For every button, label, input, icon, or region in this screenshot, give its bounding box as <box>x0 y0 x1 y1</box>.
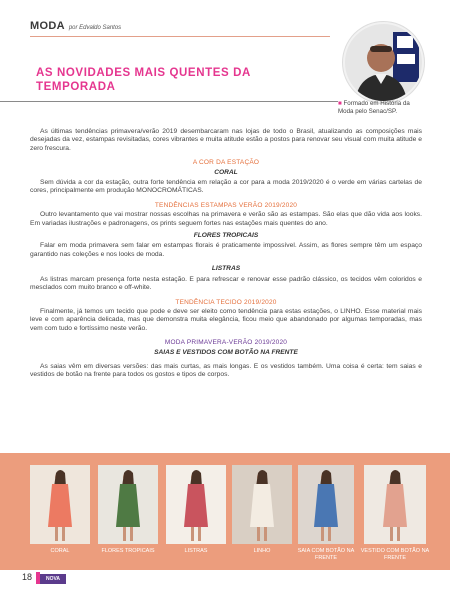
paragraph-florais: Falar em moda primavera sem falar em estampas florais é praticamente impossível. Assim, as flores sempre têm um espaço garantido nas coleções e nos looks de moda. <box>30 242 422 258</box>
caption-text: Formado em História da Moda pelo Senac/SP. <box>338 100 410 115</box>
subhead-coral: CORAL <box>214 168 238 176</box>
title-divider <box>0 101 338 102</box>
subhead-moda: MODA PRIMAVERA-VERÃO 2019/2020 <box>164 339 288 347</box>
header-divider <box>30 36 330 37</box>
caption-bullet: ■ <box>338 100 344 107</box>
paragraph-listras: As listras marcam presença forte nesta estação. E para refrescar e renovar esse padrão clássico, os tecidos vêm coloridos e mesclados com muito branco e off-white. <box>30 275 422 292</box>
subhead-florais: FLORES TROPICAIS <box>193 232 259 240</box>
brand-logo: NOVA <box>40 574 66 584</box>
subhead-listras: LISTRAS <box>211 265 241 273</box>
gallery-label: LISTRAS <box>184 548 208 554</box>
author-caption <box>338 100 423 116</box>
paragraph-intro: As últimas tendências primavera/verão 2019 desembarcaram nas lojas de todo o Brasil, atualizando as composições mais desejadas da vez, estampas revisitadas, cores vibrantes e muita atitude estão a postos para renovar seu visual com muita atitude e zero frescura. <box>30 128 422 152</box>
gallery-photo <box>166 465 226 544</box>
gallery-label: SAIA COM BOTÃO NA FRENTE <box>297 548 355 561</box>
author-portrait-icon <box>345 24 422 101</box>
gallery-label: VESTIDO COM BOTÃO NA FRENTE <box>360 548 430 561</box>
model-figure-icon <box>298 465 354 544</box>
model-figure-icon <box>364 465 426 544</box>
paragraph-saias: As saias vêm em diversas versões: das mais curtas, as mais longas. E os vestidos também. Uma coisa é certa: tem saias e vestidos de botão na frente para todos os gostos e tipos de corpos. <box>30 362 422 379</box>
model-figure-icon <box>166 465 226 544</box>
article-title: AS NOVIDADES MAIS QUENTES DA TEMPORADA <box>36 67 251 93</box>
model-figure-icon <box>98 465 158 544</box>
subhead-estampas: TENDÊNCIAS ESTAMPAS VERÃO 2019/2020 <box>154 201 298 209</box>
gallery-label: LINHO <box>253 548 271 554</box>
gallery-photo <box>364 465 426 544</box>
gallery-label: FLORES TROPICAIS <box>101 548 155 554</box>
subhead-tecido: TENDÊNCIA TECIDO 2019/2020 <box>175 298 277 306</box>
gallery-photo <box>98 465 158 544</box>
author-photo <box>343 22 424 103</box>
model-figure-icon <box>30 465 90 544</box>
subhead-saias: SAIAS E VESTIDOS COM BOTÃO NA FRENTE <box>154 348 298 356</box>
page-number: 18 <box>22 572 33 582</box>
gallery-label: CORAL <box>50 548 70 554</box>
gallery-photo <box>232 465 292 544</box>
paragraph-tecido: Finalmente, já temos um tecido que pode e deve ser eleito como tendência para estas estações, o LINHO. Esse material mais leve e com aparência delicada, mas que demonstra muita elegância, ficou meio que abandonado por algumas temporadas, mas vem com tudo e fortíssimo neste verão. <box>30 307 422 332</box>
model-figure-icon <box>232 465 292 544</box>
author-byline: por Edvaldo Santos <box>68 25 122 31</box>
section-label: MODA <box>30 20 65 32</box>
gallery-photo <box>30 465 90 544</box>
paragraph-estampas: Outro levantamento que vai mostrar nossas escolhas na primavera e verão são as estampas. São elas que dão vida aos looks. Em variadas ilustrações e padronagens, os prints seguem fortes nas estações mais quentes do ano. <box>30 211 422 227</box>
paragraph-coral: Sem dúvida a cor da estação, outra forte tendência em relação a cor para a moda 2019/2020 é o verde em várias cartelas de cores, principalmente em produção MONOCROMÁTICAS. <box>30 179 422 195</box>
section-header <box>30 20 121 36</box>
article-body <box>30 128 422 380</box>
gallery-photo <box>298 465 354 544</box>
subhead-cor: A COR DA ESTAÇÃO <box>192 159 260 167</box>
